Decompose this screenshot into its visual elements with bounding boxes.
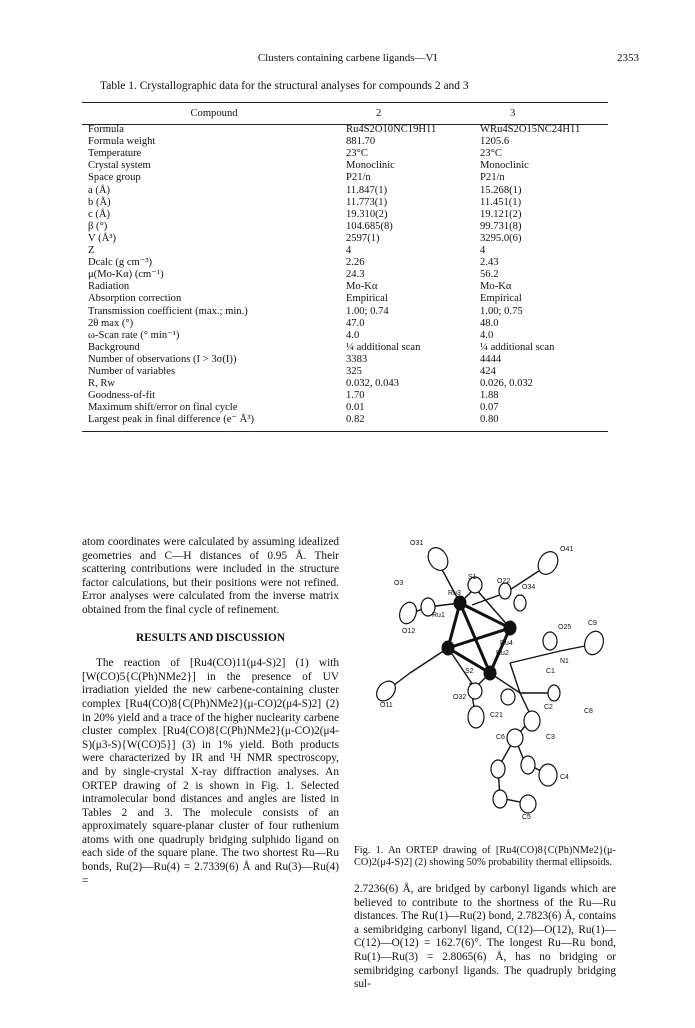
table-row <box>82 402 608 414</box>
atom-label: Ru1 <box>432 612 445 619</box>
cell-value: 2597(1) <box>346 232 380 244</box>
cell-value: P21/n <box>346 172 371 184</box>
cell-value: 3383 <box>346 353 368 365</box>
table-row <box>82 160 608 172</box>
row-label: μ(Mo-Kα) (cm⁻¹) <box>88 269 164 281</box>
cell-value: 11.773(1) <box>346 196 388 208</box>
cell-value: 3295.0(6) <box>480 232 522 244</box>
row-label: Number of observations (I > 3σ(I)) <box>88 353 237 365</box>
row-label: b (Å) <box>88 196 111 208</box>
row-label: Largest peak in final difference (e⁻ Å³) <box>88 414 255 426</box>
table-row <box>82 354 608 366</box>
cell-value: 99.731(8) <box>480 220 522 232</box>
column-header: 3 <box>510 108 516 119</box>
row-label: Dcalc (g cm⁻³) <box>88 257 153 269</box>
table-row <box>82 390 608 402</box>
row-label: Goodness-of-fit <box>88 390 156 402</box>
running-header <box>0 48 695 68</box>
section-heading: RESULTS AND DISCUSSION <box>135 631 285 644</box>
cell-value: 424 <box>480 365 496 377</box>
table-row <box>82 366 608 378</box>
paragraph: The reaction of [Ru4(CO)11(μ4-S)2] (1) with [W(CO)5{C(Ph)NMe2}] in the presence of UV irradiation yielded the new carbene-containing cluster complex [Ru4(CO)8{C(Ph)NMe2}(μ-CO)2(μ4-S)2] (2) in 20% yield and a trace of the higher nuclearity carbene cluster complex [Ru4(CO)8{C(Ph)NMe2}(μ-CO)2(μ4-S)(μ3-S){W(CO)5}] (3) in 1% yield. Both products were characterized by IR and ¹H NMR spectroscopy, and by single-crystal X-ray diffraction analyses. An ORTEP drawing of 2 is shown in Fig. 1. Selected intramolecular bond distances and angles are listed in Tables 2 and 3. The molecule consists of an approximately square-planar cluster of four ruthenium atoms with one quadruply bridging sulphido ligand on each side of the square plane. The two shortest Ru—Ru bonds, Ru(2)—Ru(4) = 2.7339(6) Å and Ru(3)—Ru(4) = <box>82 657 339 887</box>
cell-value: 881.70 <box>346 136 376 148</box>
row-label: β (°) <box>88 220 108 232</box>
row-label: ω-Scan rate (° min⁻¹) <box>88 329 180 341</box>
cell-value: 23°C <box>346 148 368 160</box>
cell-value: 1.00; 0.74 <box>346 305 389 317</box>
row-label: Crystal system <box>88 160 151 172</box>
cell-value: ¼ additional scan <box>346 341 421 353</box>
cell-value: 1.88 <box>480 390 499 402</box>
cell-value: 4 <box>480 245 486 257</box>
cell-value: 1.70 <box>346 390 365 402</box>
crystallographic-data-table <box>82 108 608 426</box>
table-row <box>82 233 608 245</box>
cell-value: 48.0 <box>480 317 499 329</box>
cell-value: Monoclinic <box>480 160 529 172</box>
atom-label: C6 <box>496 734 505 741</box>
row-label: a (Å) <box>88 184 111 196</box>
atom-label: C1 <box>546 668 555 675</box>
table-body <box>82 124 608 426</box>
table-caption: Table 1. Crystallographic data for the structural analyses for compounds 2 and 3 <box>100 80 469 92</box>
cell-value: 4.0 <box>480 329 494 341</box>
cell-value: Mo-Kα <box>346 281 378 293</box>
ortep-figure <box>350 533 610 833</box>
column-header: 2 <box>376 108 382 119</box>
cell-value: 23°C <box>480 148 502 160</box>
table-row <box>82 209 608 221</box>
row-label: Temperature <box>88 148 142 160</box>
table-top-rule <box>82 102 608 103</box>
table-row <box>82 269 608 281</box>
cell-value: 15.268(1) <box>480 184 522 196</box>
cell-value: 4.0 <box>346 329 360 341</box>
table-header-row <box>82 108 608 124</box>
figure-caption <box>354 845 616 869</box>
atom-label: O41 <box>560 546 574 553</box>
cell-value: 0.07 <box>480 402 499 414</box>
table-row <box>82 124 608 136</box>
table-row <box>82 281 608 293</box>
atom-label: O25 <box>558 624 572 631</box>
atom-label: C4 <box>560 774 569 781</box>
row-label: Number of variables <box>88 365 176 377</box>
atom-label: O11 <box>380 702 393 709</box>
row-label: c (Å) <box>88 208 111 220</box>
cell-value: Empirical <box>346 293 388 305</box>
atom-label: O22 <box>497 578 511 585</box>
cell-value: 47.0 <box>346 317 365 329</box>
cell-value: P21/n <box>480 172 505 184</box>
cell-value: 104.685(8) <box>346 220 393 232</box>
cell-value: 0.026, 0.032 <box>480 378 533 390</box>
cell-value: 325 <box>346 365 362 377</box>
table-row <box>82 306 608 318</box>
cell-value: Monoclinic <box>346 160 395 172</box>
table-row <box>82 330 608 342</box>
table-row <box>82 342 608 354</box>
row-label: Background <box>88 341 140 353</box>
atom-label: O12 <box>402 628 416 635</box>
column-header: Compound <box>190 108 238 119</box>
cell-value: ¼ additional scan <box>480 341 555 353</box>
atom-label: S1 <box>468 574 477 581</box>
left-column <box>82 536 339 888</box>
row-label: Formula <box>88 124 124 136</box>
cell-value: 0.82 <box>346 414 365 426</box>
table-row <box>82 172 608 184</box>
paragraph: 2.7236(6) Å, are bridged by carbonyl ligands which are believed to contribute to the shortness of the Ru—Ru distances. The Ru(1)—Ru(2) bond, 2.7823(6) Å, contains a semibridging carbonyl ligand, C(12)—O(12), Ru(1)—C(12)—O(12) = 162.7(6)°. The longest Ru—Ru bond, Ru(1)—Ru(3) = 2.8065(6) Å, has no bridging or semibridging carbonyl ligands. The quadruply bridging sul- <box>354 883 616 991</box>
cell-value: 2.26 <box>346 257 365 269</box>
figure-caption-text: Fig. 1. An ORTEP drawing of [Ru4(CO)8{C(Ph)NMe2}(μ-CO)2(μ4-S)2] (2) showing 50% probability thermal ellipsoids. <box>354 845 616 868</box>
cell-value: 11.451(1) <box>480 196 522 208</box>
row-label: Transmission coefficient (max.; min.) <box>88 305 248 317</box>
right-column <box>354 883 616 992</box>
cell-value: 1.00; 0.75 <box>480 305 523 317</box>
cell-value: 2.43 <box>480 257 499 269</box>
table-row <box>82 221 608 233</box>
paragraph: atom coordinates were calculated by assuming idealized geometries and C—H distances of 0.95 Å. Their scattering contributions were included in the structure factor calculations, but their positions were not refined. Error analyses were calculated from the inverse matrix obtained from the final cycle of refinement. <box>82 536 339 616</box>
row-label: 2θ max (°) <box>88 317 134 329</box>
cell-value: 19.121(2) <box>480 208 522 220</box>
atom-label: C5 <box>522 814 531 821</box>
table-row <box>82 378 608 390</box>
table-row <box>82 245 608 257</box>
row-label: Z <box>88 245 95 257</box>
table-row <box>82 148 608 160</box>
table-row <box>82 185 608 197</box>
page-number: 2353 <box>617 52 639 64</box>
row-label: Space group <box>88 172 141 184</box>
cell-value: Empirical <box>480 293 522 305</box>
atom-label: C9 <box>588 620 597 627</box>
atom-label: C2 <box>544 704 553 711</box>
cell-value: WRu4S2O15NC24H11 <box>480 124 581 136</box>
table-row <box>82 293 608 305</box>
cell-value: 0.01 <box>346 402 365 414</box>
row-label: V (Å³) <box>88 232 116 244</box>
cell-value: 24.3 <box>346 269 365 281</box>
cell-value: 56.2 <box>480 269 499 281</box>
atom-label: O31 <box>410 540 424 547</box>
atom-label: O34 <box>522 584 536 591</box>
table-row <box>82 136 608 148</box>
table-row <box>82 414 608 426</box>
cell-value: 19.310(2) <box>346 208 388 220</box>
cell-value: 1205.6 <box>480 136 510 148</box>
cell-value: Mo-Kα <box>480 281 512 293</box>
atom-label: Ru3 <box>448 590 461 597</box>
atom-label: N1 <box>560 658 569 665</box>
table-bottom-rule <box>82 431 608 432</box>
table-row <box>82 197 608 209</box>
atom-label: C8 <box>584 708 593 715</box>
row-label: Maximum shift/error on final cycle <box>88 402 238 414</box>
row-label: Radiation <box>88 281 130 293</box>
row-label: Formula weight <box>88 136 156 148</box>
atom-label: C3 <box>546 734 555 741</box>
table-row <box>82 257 608 269</box>
table-row <box>82 318 608 330</box>
cell-value: 0.032, 0.043 <box>346 378 399 390</box>
row-label: R, Rw <box>88 378 116 390</box>
atom-label: O32 <box>453 694 467 701</box>
atom-label: Ru2 <box>496 650 509 657</box>
atom-label: C21 <box>490 712 503 719</box>
cell-value: 0.80 <box>480 414 499 426</box>
cell-value: Ru4S2O10NC19H11 <box>346 124 437 136</box>
atom-label: S2 <box>465 668 474 675</box>
atom-label: Ru4 <box>500 640 513 647</box>
cell-value: 4 <box>346 245 352 257</box>
row-label: Absorption correction <box>88 293 182 305</box>
cell-value: 4444 <box>480 353 502 365</box>
running-title: Clusters containing carbene ligands—VI <box>257 52 438 64</box>
atom-label: O3 <box>394 580 404 587</box>
cell-value: 11.847(1) <box>346 184 388 196</box>
